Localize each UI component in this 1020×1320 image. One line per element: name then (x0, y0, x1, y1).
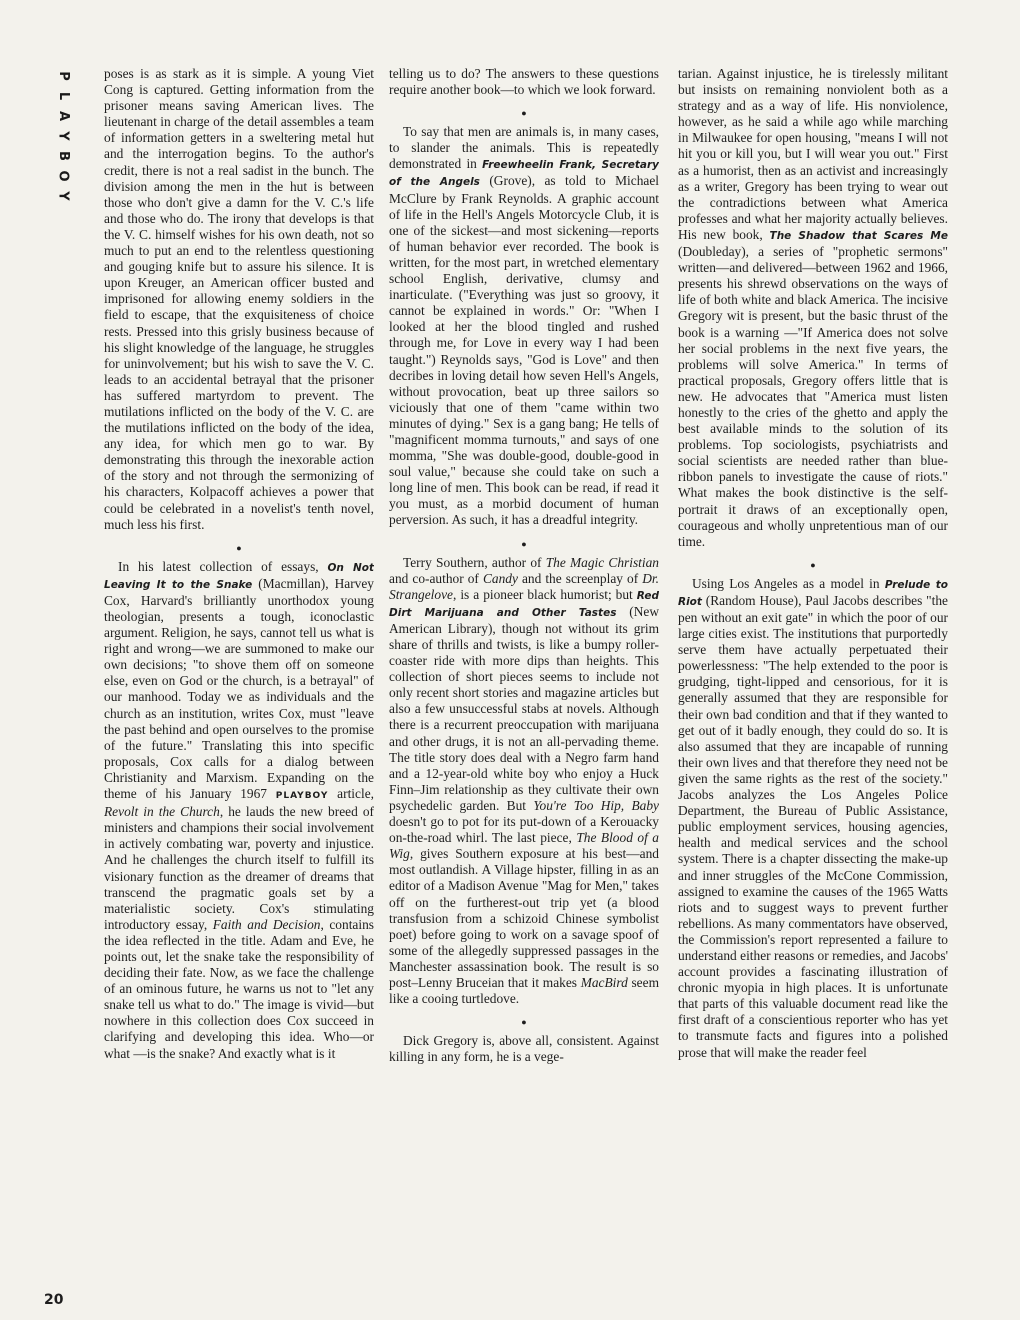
text-run: (Grove), as told to Michael McClure by Frank Reynolds. A graphic account of life in the Hell's Angels Motorcycle Club, it is one of the sickest—and most sickening—reports of human behavior ever recorded. The book is written, for the most part, in wretched elementary school English, derivative, clumsy and inarticulate. ("Everything was just so groovy, it cannot be explained in words." Or: "When I looked at her the blood tingled and rushed through me, for Love in every way I had been taught.") Reynolds says, "God is Love" and then decribes in loving detail how seven Hell's Angels, without provocation, beat up three sailors so viciously that one of them "came within two minutes of dying." Sex is a gang bang; He tells of "magnificent momma turnouts," and says of one momma, "She was double-good, double-good in soul value," because she could take on such a long line of men. This book can be read, if read it you must, as a morbid document of human perversion. As such, it has a dreadful integrity. (389, 173, 659, 528)
masthead-letter: O (56, 170, 71, 182)
article-paragraph (678, 66, 948, 550)
article-paragraph (389, 66, 659, 98)
styled-text-run: You're Too Hip, Baby (533, 797, 659, 813)
text-run: To say that men are animals is, in many cases, to slander the animals. This is repeatedly demonstrated in (389, 124, 659, 172)
section-divider-bullet: ● (521, 538, 527, 549)
text-run: and co-author of (389, 570, 483, 586)
styled-text-run: Freewheelin Frank, Secretary of the Angels (389, 159, 659, 189)
text-run: (New American Library), though not without its grim share of thrills and twists, is like a bumpy roller-coaster ride with more dips than heights. This collection of short pieces seems to include not only recent short stories and magazine articles but also a few unsuccessful stabs at novels. Although there is a recurrent preoccupation with marijuana and other drugs, it is not an all-pervading theme. The title story does deal with a Negro farm hand and a 12-year-old white boy who enjoy a Huck Finn–Jim relationship as they cultivate their own psychedelic garden. But (389, 603, 659, 813)
section-divider-bullet: ● (810, 559, 816, 570)
masthead-letter: L (55, 91, 71, 101)
text-run: , gives Southern exposure at his best—and most outlandish. A Village hipster, filling in as an editor of a Madison Avenue "Mag for Men," takes off on the furtherest-out trip yet (a blood transfusion from a schizoid Chinese symbolist poet) before going to work on a savage spoof of some of the allegedly suppressed passages in the Manchester assassination book. The result is so post–Lenny Bruceian that it makes (389, 846, 659, 990)
article-paragraph (104, 559, 374, 1062)
masthead-letter: Y (55, 191, 71, 201)
article-paragraph (678, 576, 948, 1061)
text-run: Using Los Angeles as a model in (692, 575, 885, 591)
styled-text-run: The Shadow that Scares Me (769, 229, 948, 242)
article-paragraph (389, 1033, 659, 1065)
styled-text-run: Faith and Decision (212, 916, 321, 932)
text-run: , is a pioneer black humorist; but (452, 586, 637, 602)
text-run: and the screenplay of (517, 570, 643, 586)
styled-text-run: Candy (482, 570, 518, 586)
text-run: (Doubleday), a series of "prophetic sermons" written—and delivered—between 1962 and 1966, presents his shrewd observations on the ways of life of both white and black America. The incisive Gregory wit is present, but the basic thrust of the book is a warning —"If America does not solve her social problems in the next five years, the problems will solve America." In terms of practical proposals, Gregory offers little that is new. He advocates that "America must listen honestly to the cries of the ghetto and apply the best available minds to the solution of its problems. Top sociologists, psychiatrists and social scientists are needed rather than blue-ribbon panels to investigate the cause of riots." What makes the book distinctive is the self-portrait it draws of an exceptionally open, courageous and wholly unpretentious man of our time. (678, 244, 948, 549)
styled-text-run: Red Dirt Marijuana and Other Tastes (389, 589, 659, 619)
column-3 (678, 66, 948, 1286)
text-run: article, (328, 786, 374, 802)
styled-text-run: Prelude to Riot (678, 578, 948, 608)
section-divider-bullet: ● (521, 108, 527, 119)
styled-text-run: On Not Leaving It to the Snake (104, 561, 374, 591)
section-divider-bullet: ● (521, 1017, 527, 1028)
column-2 (389, 66, 659, 1286)
text-run: Terry Southern, author of (403, 554, 546, 570)
styled-text-run: Revolt in the Church (104, 804, 220, 820)
styled-text-run: Dr. Strangelove (389, 570, 659, 602)
text-run: (Random House), Paul Jacobs describes "the pen without an exit gate" in which the poor of our large cities exist. The institutions that purportedly serve them have actually perpetuated their powerlessness: "The help extended to the poor is grudging, tight-lipped and censorious, for it is generally assumed that they are responsible for their own bad condition and that if they wanted to get out of it badly enough, they could do so. It is also assumed that they are incapable of running their own lives and that therefore they need not be given the same rights as the rest of the society." Jacobs analyzes the Los Angeles Police Department, the Bureau of Public Assistance, public employment services, housing agencies, health and medical services and the school system. There is a chapter dissecting the make-up and inner struggles of the McCone Commission, assigned to examine the causes of the 1965 Watts riots and to suggest ways to prevent further rebellions. As many commentators have observed, the Commission's report represented a failure to understand either reasons or remedies, and Jacobs' account provides a fascinating illustration of chronic myopia in high places. It is unfortunate that parts of this valuable document read like the first draft of a conscientious reporter who has yet to transmute facts and figures into a polished prose that will make the reader feel (678, 592, 948, 1060)
section-divider-bullet: ● (236, 542, 242, 553)
masthead-letter: B (55, 151, 71, 161)
styled-text-run: The Blood of a Wig (389, 830, 659, 862)
masthead-letter: Y (55, 131, 71, 141)
styled-text-run: PLAYBOY (275, 791, 329, 802)
masthead-vertical (50, 66, 76, 206)
text-run: poses is as stark as it is simple. A young Viet Cong is captured. Getting information from the prisoner means saving American lives. The lieutenant in charge of the detail assembles a team of information getters in a sweltering metal hut and the interrogation begins. To the author's credit, there is not a real sadist in the bunch. The division among the men in the hut is between those who don't give a damn for the V. C.'s life and those who do. The irony that develops is that the V. C. himself wishes for his own death, not so much to put an end to the relentless questioning and gouging knife but to assure his silence. It is upon Kreuger, an American officer busted and imprisoned for allowing enemy soldiers in the field to escape, that the exquisiteness of choice rests. Pressed into this grisly business because of his slight knowledge of the language, he struggles for uninvolvement; but his wish to save the V. C. leads to an accidental betrayal that the prisoner has suffered martyrdom to prevent. The mutilations inflicted on the body of the V. C. are the mutilations inflicted on the body of the idea, any idea, for which men go to war. By demonstrating this through the inexorable action of the story and not through the sermonizing of his characters, Kolpacoff achieves a power that could be celebrated in a novelist's tenth novel, much less his first. (104, 66, 374, 532)
text-run: doesn't go to pot for its put-down of a Kerouacky on-the-road whirl. The last piece, (389, 814, 659, 846)
page-number: 20 (44, 1292, 64, 1308)
styled-text-run: MacBird (580, 974, 628, 990)
column-1 (104, 66, 374, 1286)
text-run: , he lauds the new breed of ministers and champions their social involvement in actively combating war, poverty and injustice. And he challenges the church itself to fulfill its visionary function as the dreamer of dreams that transcend the pragmatic goals set by a materialistic society. Cox's stimulating introductory essay, (104, 804, 374, 932)
article-paragraph (389, 124, 659, 528)
masthead-letter: A (56, 110, 71, 122)
article-paragraph (104, 66, 374, 533)
text-run: tarian. Against injustice, he is tirelessly militant but insists on remaining nonviolent both as a strategy and as a way of life. His nonviolence, however, as he said a while ago while marching in Milwaukee for open housing, "means I will not hit you or kill you, but I will wear you out." First as a humorist, then as an activist and increasingly as a writer, Gregory has been trying to wear out the contradictions between what America professes and what her majority actually believes. His new book, (678, 66, 948, 242)
article-paragraph (389, 555, 659, 1008)
text-run: seem like a cooing turtledove. (389, 974, 659, 1007)
text-run: , contains the idea reflected in the title. Adam and Eve, he points out, let the snake take the responsibility of deciding their fate. Now, as we face the challenge of an ominous future, he warns us not to "let any snake tell us what to do." The image is vivid—but nowhere in this collection does Cox succeed in clarifying and developing this idea. Who—or what —is the snake? And exactly what is it (104, 916, 374, 1061)
text-run: Dick Gregory is, above all, consistent. Against killing in any form, he is a vege- (389, 1033, 659, 1065)
text-run: (Macmillan), Harvey Cox, Harvard's brilliantly unorthodox young theologian, presents a tough, iconoclastic argument. Religion, he says, cannot tell us what is right and wrong—we are summoned to make our own decisions; "to shove them off on someone else, even on God or the church, is a betrayal" of our manhood. Today we as individuals and the church as an institution, writes Cox, must "leave the past behind and open ourselves to the promise of the future." Translating this into specific proposals, Cox calls for a dialog between Christianity and Marxism. Expanding on the theme of his January 1967 (104, 575, 374, 802)
text-run: In his latest collection of essays, (118, 558, 328, 574)
masthead-letter: P (56, 71, 71, 81)
styled-text-run: The Magic Christian (545, 554, 659, 570)
text-run: telling us to do? The answers to these questions require another book—to which we look forward. (389, 66, 659, 98)
